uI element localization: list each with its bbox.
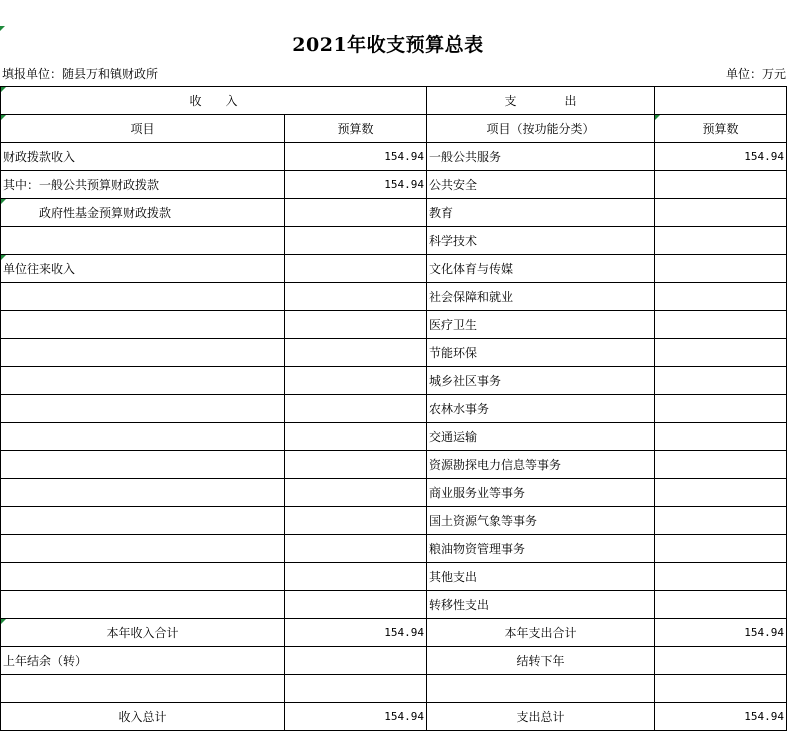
income-item-text: 其中：一般公共预算财政拨款 [3,178,160,192]
expense-amount-cell[interactable] [655,143,787,171]
carryforward-label-cell[interactable] [427,647,655,675]
blank-row [1,675,787,703]
table-row [1,563,787,591]
expense-item-text: 商业服务业等事务 [429,486,526,500]
income-item-cell[interactable] [1,255,285,283]
income-item-cell[interactable] [1,423,285,451]
carryover-row [1,647,787,675]
income-item-cell[interactable] [1,283,285,311]
expense-item-text: 教育 [429,206,454,220]
income-amount-header-label: 预算数 [337,122,374,136]
income-item-cell[interactable] [1,507,285,535]
expense-total-amount: 154.94 [744,710,785,723]
income-item-header[interactable] [1,115,285,143]
expense-item-text: 城乡社区事务 [429,374,502,388]
carryforward-amount-cell[interactable] [655,647,787,675]
income-amount-cell[interactable] [285,227,427,255]
table-row [1,479,787,507]
table-row [1,395,787,423]
expense-group-header[interactable] [427,87,655,115]
expense-item-cell[interactable] [427,535,655,563]
expense-item-cell[interactable] [427,171,655,199]
expense-amount-cell[interactable] [655,227,787,255]
reporting-unit: 填报单位：随县万和镇财政所 [2,67,159,81]
income-item-cell[interactable] [1,395,285,423]
expense-item-cell[interactable] [427,283,655,311]
expense-item-cell[interactable] [427,479,655,507]
income-item-cell[interactable] [1,143,285,171]
expense-amount-cell[interactable] [655,255,787,283]
income-amount-text: 154.94 [384,150,425,163]
table-row [1,339,787,367]
income-amount-text: 154.94 [384,178,425,191]
expense-item-cell[interactable] [427,255,655,283]
expense-item-text: 资源勘探电力信息等事务 [429,458,562,472]
expense-amount-cell[interactable] [655,311,787,339]
table-row [1,311,787,339]
income-item-cell[interactable] [1,591,285,619]
income-amount-header[interactable] [285,115,427,143]
income-amount-cell[interactable] [285,311,427,339]
expense-item-cell[interactable] [427,395,655,423]
table-row [1,283,787,311]
expense-amount-cell[interactable] [655,591,787,619]
carryover-amount-cell[interactable] [285,647,427,675]
expense-item-text: 社会保障和就业 [429,290,514,304]
expense-item-cell[interactable] [427,227,655,255]
expense-amount-cell[interactable] [655,423,787,451]
column-header-row [1,115,787,143]
expense-item-text: 一般公共服务 [429,150,502,164]
expense-item-header[interactable] [427,115,655,143]
expense-item-cell[interactable] [427,563,655,591]
expense-item-cell[interactable] [427,423,655,451]
table-row [1,227,787,255]
budget-table [0,86,787,731]
year-income-total-label-cell[interactable] [1,619,285,647]
expense-item-cell[interactable] [427,339,655,367]
expense-amount-cell[interactable] [655,563,787,591]
year-income-total-amount-cell[interactable] [285,619,427,647]
year-expense-total-amount: 154.94 [744,626,785,639]
expense-total-label: 支出总计 [516,710,565,724]
income-amount-cell[interactable] [285,479,427,507]
table-row [1,535,787,563]
expense-amount-cell[interactable] [655,535,787,563]
income-total-amount-cell[interactable] [285,703,427,731]
income-item-cell[interactable] [1,563,285,591]
income-item-cell[interactable] [1,199,285,227]
expense-item-text: 转移性支出 [429,598,490,612]
income-group-label: 收 入 [189,94,238,108]
expense-item-cell[interactable] [427,591,655,619]
income-amount-cell[interactable] [285,591,427,619]
income-item-cell[interactable] [1,367,285,395]
expense-total-label-cell[interactable] [427,703,655,731]
expense-group-blank-cell[interactable] [655,87,787,115]
grand-total-row [1,703,787,731]
expense-amount-cell[interactable] [655,507,787,535]
blank-cell[interactable] [1,675,285,703]
income-amount-cell[interactable] [285,451,427,479]
expense-item-text: 科学技术 [429,234,478,248]
table-row [1,367,787,395]
income-amount-cell[interactable] [285,563,427,591]
income-item-cell[interactable] [1,535,285,563]
income-item-header-label: 项目 [130,122,155,136]
year-expense-total-amount-cell[interactable] [655,619,787,647]
table-row [1,507,787,535]
year-total-row [1,619,787,647]
expense-amount-cell[interactable] [655,283,787,311]
group-header-row [1,87,787,115]
expense-item-text: 公共安全 [429,178,478,192]
carryover-label-cell[interactable] [1,647,285,675]
income-item-cell[interactable] [1,171,285,199]
income-item-cell[interactable] [1,227,285,255]
expense-item-cell[interactable] [427,367,655,395]
carryforward-label: 结转下年 [516,654,565,668]
expense-item-cell[interactable] [427,199,655,227]
table-row [1,591,787,619]
income-amount-cell[interactable] [285,395,427,423]
table-row [1,143,787,171]
blank-cell[interactable] [427,675,655,703]
expense-item-text: 交通运输 [429,430,478,444]
income-total-label: 收入总计 [118,710,167,724]
income-item-cell[interactable] [1,479,285,507]
expense-total-amount-cell[interactable] [655,703,787,731]
income-item-cell[interactable] [1,339,285,367]
expense-amount-cell[interactable] [655,367,787,395]
expense-group-label: 支 出 [504,94,577,108]
expense-item-text: 医疗卫生 [429,318,478,332]
expense-item-cell[interactable] [427,507,655,535]
income-amount-cell[interactable] [285,283,427,311]
year-income-total-amount: 154.94 [384,626,425,639]
expense-amount-cell[interactable] [655,395,787,423]
income-item-text: 财政拨款收入 [3,150,76,164]
expense-item-cell[interactable] [427,143,655,171]
expense-amount-cell[interactable] [655,339,787,367]
expense-item-text: 文化体育与传媒 [429,262,514,276]
expense-item-text: 农林水事务 [429,402,490,416]
expense-amount-cell[interactable] [655,199,787,227]
expense-amount-text: 154.94 [744,150,785,163]
income-item-text: 单位往来收入 [3,262,76,276]
year-income-total-label: 本年收入合计 [106,626,179,640]
income-total-amount: 154.94 [384,710,425,723]
expense-amount-header-label: 预算数 [702,122,739,136]
expense-item-text: 节能环保 [429,346,478,360]
table-row [1,451,787,479]
income-item-cell[interactable] [1,311,285,339]
income-amount-cell[interactable] [285,423,427,451]
income-total-label-cell[interactable] [1,703,285,731]
expense-item-text: 其他支出 [429,570,478,584]
table-row [1,255,787,283]
income-amount-cell[interactable] [285,199,427,227]
income-group-header[interactable] [1,87,427,115]
year-expense-total-label-cell[interactable] [427,619,655,647]
income-amount-cell[interactable] [285,143,427,171]
expense-item-text: 国土资源气象等事务 [429,514,538,528]
expense-item-text: 粮油物资管理事务 [429,542,526,556]
expense-amount-header[interactable] [655,115,787,143]
table-row [1,199,787,227]
income-amount-cell[interactable] [285,367,427,395]
expense-amount-cell[interactable] [655,451,787,479]
expense-item-header-label: 项目（按功能分类） [486,122,595,136]
expense-amount-cell[interactable] [655,479,787,507]
table-row [1,423,787,451]
blank-cell[interactable] [655,675,787,703]
income-amount-cell[interactable] [285,171,427,199]
blank-cell[interactable] [285,675,427,703]
table-row [1,171,787,199]
expense-amount-cell[interactable] [655,171,787,199]
currency-unit: 单位：万元 [725,67,786,81]
income-item-cell[interactable] [1,451,285,479]
income-item-text: 政府性基金预算财政拨款 [39,206,172,220]
expense-item-cell[interactable] [427,451,655,479]
expense-item-cell[interactable] [427,311,655,339]
page-title: 2021年收支预算总表 [292,34,484,56]
income-amount-cell[interactable] [285,507,427,535]
year-expense-total-label: 本年支出合计 [504,626,577,640]
income-amount-cell[interactable] [285,339,427,367]
income-amount-cell[interactable] [285,535,427,563]
carryover-label: 上年结余（转） [3,654,88,668]
income-amount-cell[interactable] [285,255,427,283]
